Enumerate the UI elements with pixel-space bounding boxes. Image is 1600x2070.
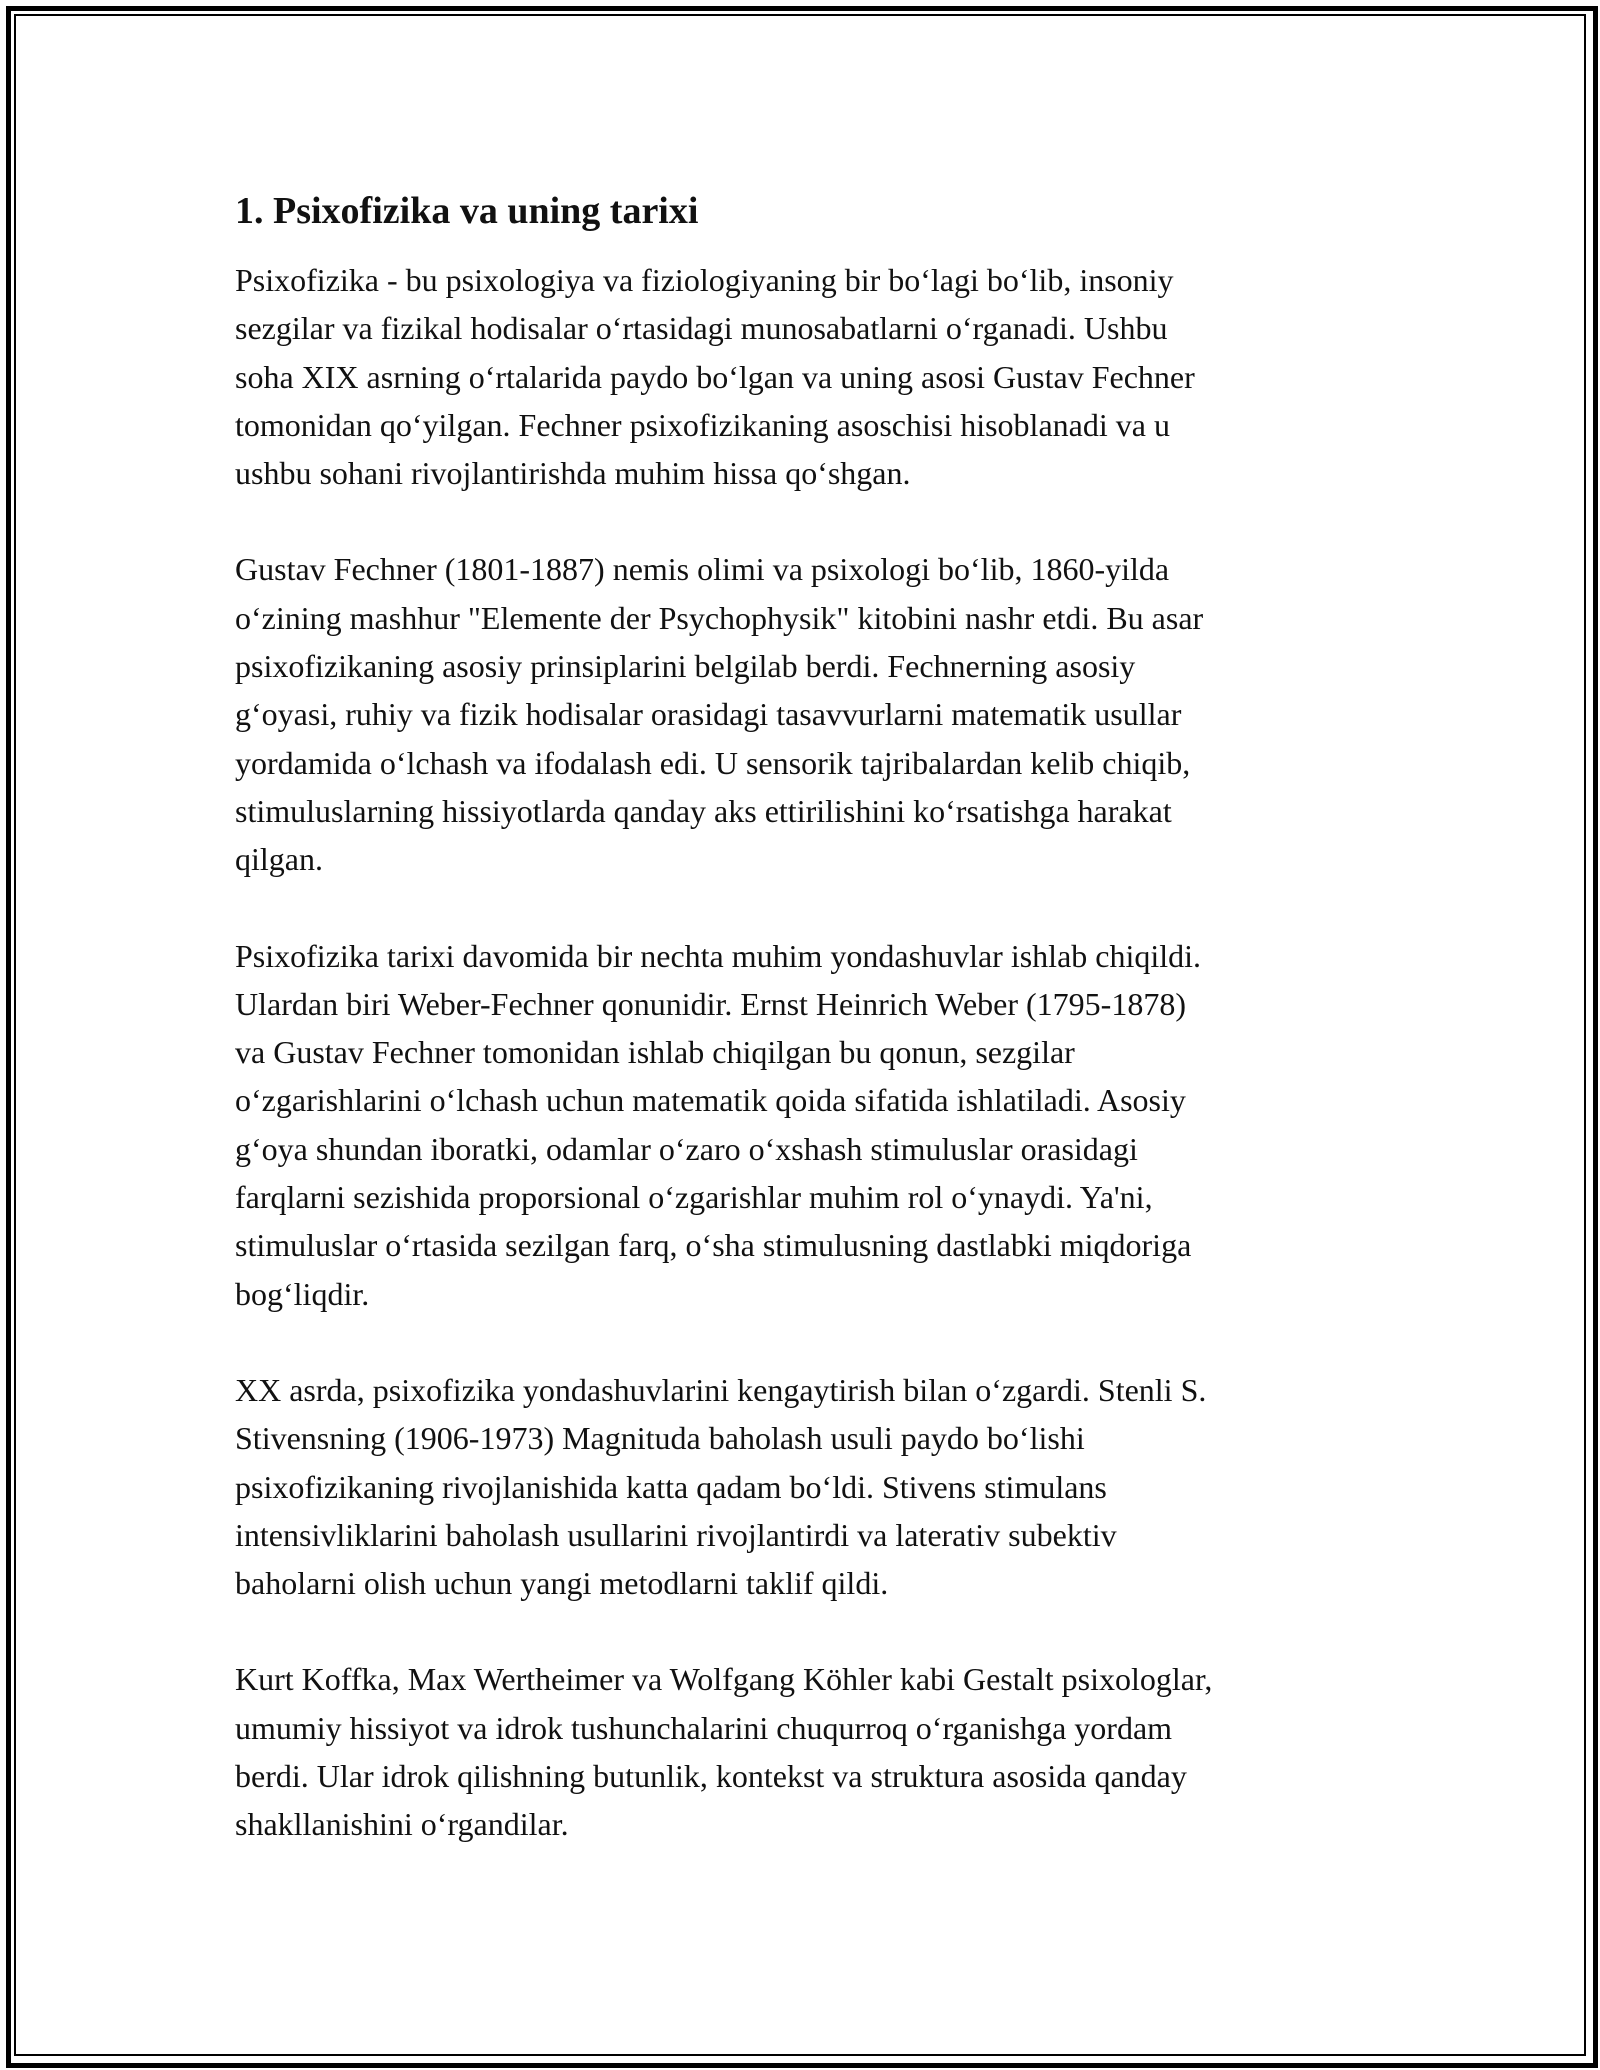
text-line: intensivliklarini baholash usullarini rivojlantirdi va laterativ subektiv <box>235 1516 1117 1553</box>
text-line: soha XIX asrning o‘rtalarida paydo bo‘lgan va uning asosi Gustav Fechner <box>235 358 1195 395</box>
paragraph-5 <box>235 1655 1375 1848</box>
paragraph-3 <box>235 932 1375 1318</box>
text-line: o‘zgarishlarini o‘lchash uchun matematik qoida sifatida ishlatiladi. Asosiy <box>235 1082 1186 1119</box>
text-line: g‘oyasi, ruhiy va fizik hodisalar orasidagi tasavvurlarni matematik usullar <box>235 696 1182 733</box>
paragraph-2 <box>235 545 1375 883</box>
text-line: psixofizikaning rivojlanishida katta qadam bo‘ldi. Stivens stimulans <box>235 1468 1107 1505</box>
text-line: yordamida o‘lchash va ifodalash edi. U sensorik tajribalardan kelib chiqib, <box>235 744 1191 781</box>
text-line: psixofizikaning asosiy prinsiplarini belgilab berdi. Fechnerning asosiy <box>235 648 1136 685</box>
text-line: berdi. Ular idrok qilishning butunlik, kontekst va struktura asosida qanday <box>235 1758 1187 1795</box>
document-body <box>235 188 1375 1897</box>
text-line: shakllanishini o‘rgandilar. <box>235 1806 569 1843</box>
paragraph-4 <box>235 1366 1375 1607</box>
paragraph-1 <box>235 256 1375 497</box>
text-line: qilgan. <box>235 841 323 878</box>
text-line: stimuluslarning hissiyotlarda qanday aks ettirilishini ko‘rsatishga harakat <box>235 792 1172 829</box>
text-line: o‘zining mashhur "Elemente der Psychophysik" kitobini nashr etdi. Bu asar <box>235 599 1204 636</box>
text-line: Ulardan biri Weber-Fechner qonunidir. Ernst Heinrich Weber (1795-1878) <box>235 985 1186 1022</box>
text-line: Stivensning (1906-1973) Magnituda baholash usuli paydo bo‘lishi <box>235 1420 1085 1457</box>
section-heading: 1. Psixofizika va uning tarixi <box>235 190 699 232</box>
text-line: bog‘liqdir. <box>235 1275 370 1312</box>
text-line: Gustav Fechner (1801-1887) nemis olimi va psixologi bo‘lib, 1860-yilda <box>235 551 1170 588</box>
text-line: umumiy hissiyot va idrok tushunchalarini chuqurroq o‘rganishga yordam <box>235 1709 1173 1746</box>
text-line: g‘oya shundan iboratki, odamlar o‘zaro o‘xshash stimuluslar orasidagi <box>235 1130 1138 1167</box>
text-line: farqlarni sezishida proporsional o‘zgarishlar muhim rol o‘ynaydi. Ya'ni, <box>235 1179 1153 1216</box>
text-line: Psixofizika tarixi davomida bir nechta muhim yondashuvlar ishlab chiqildi. <box>235 937 1202 974</box>
text-line: va Gustav Fechner tomonidan ishlab chiqilgan bu qonun, sezgilar <box>235 1034 1075 1071</box>
text-line: baholarni olish uchun yangi metodlarni taklif qildi. <box>235 1565 889 1602</box>
text-line: stimuluslar o‘rtasida sezilgan farq, o‘sha stimulusning dastlabki miqdoriga <box>235 1227 1192 1264</box>
text-line: ushbu sohani rivojlantirishda muhim hissa qo‘shgan. <box>235 455 911 492</box>
text-line: tomonidan qo‘yilgan. Fechner psixofizikaning asoschisi hisoblanadi va u <box>235 406 1170 443</box>
text-line: XX asrda, psixofizika yondashuvlarini kengaytirish bilan o‘zgardi. Stenli S. <box>235 1371 1207 1408</box>
text-line: sezgilar va fizikal hodisalar o‘rtasidagi munosabatlarni o‘rganadi. Ushbu <box>235 310 1168 347</box>
text-line: Psixofizika - bu psixologiya va fiziologiyaning bir bo‘lagi bo‘lib, insoniy <box>235 262 1174 298</box>
text-line: Kurt Koffka, Max Wertheimer va Wolfgang Köhler kabi Gestalt psixologlar, <box>235 1661 1213 1698</box>
paragraphs-container <box>235 256 1375 1849</box>
